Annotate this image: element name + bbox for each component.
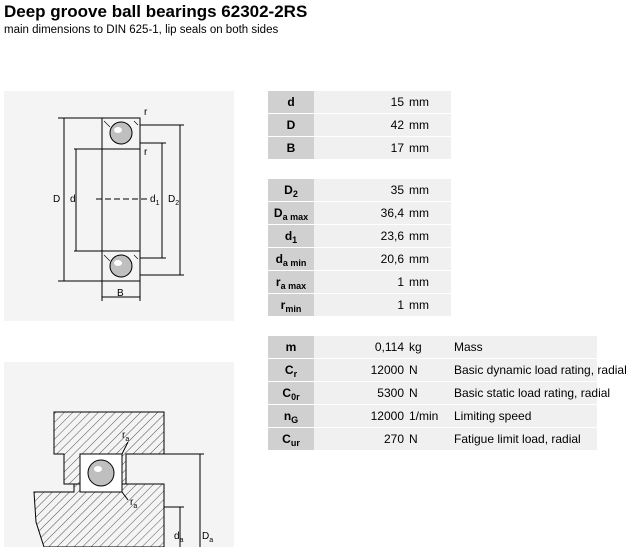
value-cell: 20,6 [314,248,406,270]
unit-cell: N [406,382,451,404]
symbol-cell: d [268,91,314,113]
label-r-bottom: r [144,147,148,158]
label-B: B [117,288,124,299]
table-row [268,428,597,450]
value-cell: 35 [314,179,406,201]
label-D2: $D_2$ [168,194,180,207]
table-row [268,405,597,427]
symbol-cell: $n_G$ [268,405,314,427]
unit-cell: mm [406,114,451,136]
page-title: Deep groove ball bearings 62302-2RS [4,2,308,21]
label-ra-bottom: $r_a$ [130,497,138,510]
symbol-cell: D [268,114,314,136]
unit-cell: mm [406,202,451,224]
label-d1: $d_1$ [150,194,160,207]
unit-cell: mm [406,137,451,159]
symbol-cell: $C_{0r}$ [268,382,314,404]
description-cell: Fatigue limit load, radial [451,428,597,450]
value-cell: 36,4 [314,202,406,224]
unit-cell: N [406,359,451,381]
value-cell: 1 [314,271,406,293]
page-subtitle: main dimensions to DIN 625-1, lip seals on both sides [4,24,279,36]
unit-cell: mm [406,91,451,113]
symbol-cell: $d_1$ [268,225,314,247]
bearing-section-drawing [4,91,234,321]
symbol-cell: $D_{a max}$ [268,202,314,224]
table-row [268,114,597,136]
label-Da: $D_a$ [202,531,214,544]
table-row [268,248,597,270]
table-row [268,336,597,358]
value-cell: 17 [314,137,406,159]
table-row [268,271,597,293]
table-row [268,225,597,247]
symbol-cell: $C_{ur}$ [268,428,314,450]
label-da: $d_a$ [174,531,184,544]
symbol-cell: $r_{min}$ [268,294,314,316]
table-row [268,137,597,159]
description-cell: Limiting speed [451,405,597,427]
value-cell: 42 [314,114,406,136]
symbol-cell: B [268,137,314,159]
description-cell: Mass [451,336,597,358]
value-cell: 12000 [314,405,406,427]
table-row [268,294,597,316]
label-r-top: r [144,107,148,118]
table-row [268,359,627,381]
unit-cell: N [406,428,451,450]
symbol-cell: m [268,336,314,358]
unit-cell: kg [406,336,451,358]
unit-cell: mm [406,225,451,247]
symbol-cell: $d_{a min}$ [268,248,314,270]
value-cell: 12000 [314,359,406,381]
label-ra-top: $r_a$ [122,430,130,443]
unit-cell: mm [406,294,451,316]
value-cell: 1 [314,294,406,316]
table-row [268,202,597,224]
value-cell: 270 [314,428,406,450]
mounting-dimensions-drawing [4,362,234,547]
unit-cell: mm [406,248,451,270]
table-row [268,382,611,404]
symbol-cell: $C_r$ [268,359,314,381]
label-d: d [70,194,76,205]
value-cell: 23,6 [314,225,406,247]
description-cell: Basic dynamic load rating, radial [451,359,597,381]
unit-cell: mm [406,179,451,201]
value-cell: 15 [314,91,406,113]
unit-cell: 1/min [406,405,451,427]
symbol-cell: $D_2$ [268,179,314,201]
value-cell: 5300 [314,382,406,404]
value-cell: 0,114 [314,336,406,358]
table-row [268,179,597,201]
unit-cell: mm [406,271,451,293]
symbol-cell: $r_{a max}$ [268,271,314,293]
label-D: D [53,194,61,205]
table-row [268,91,597,113]
description-cell: Basic static load rating, radial [451,382,597,404]
